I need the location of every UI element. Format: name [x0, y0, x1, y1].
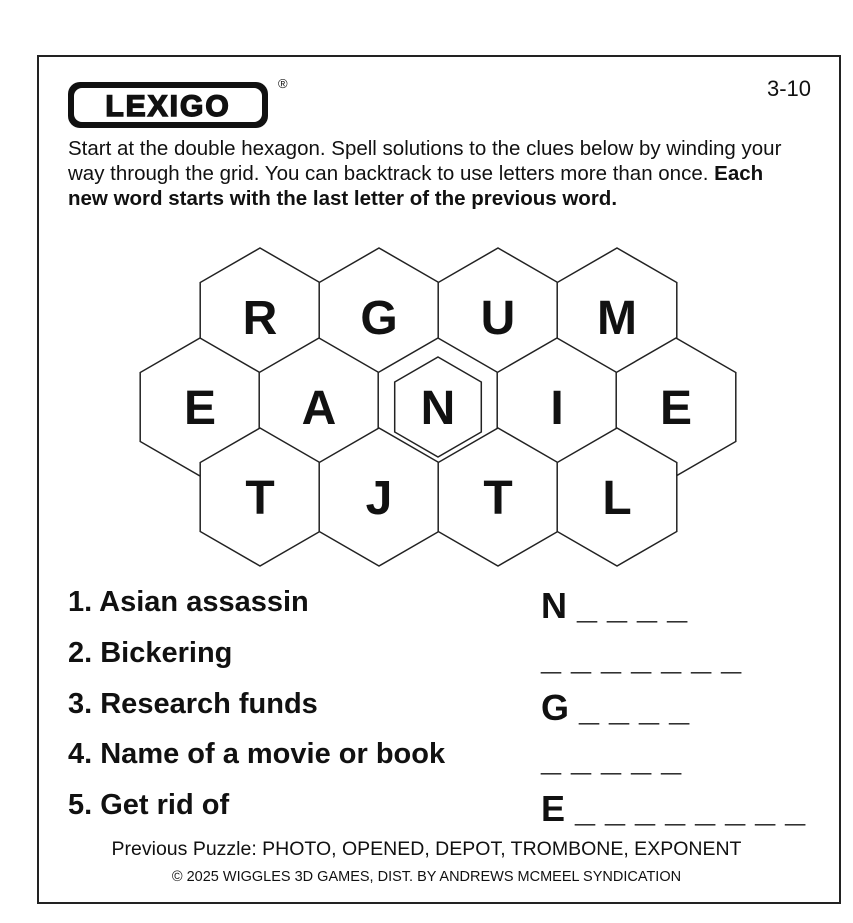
logo-text: LEXIGO [105, 90, 231, 123]
answer-2[interactable]: _ _ _ _ _ _ _ [541, 636, 742, 677]
hex-letter: R [242, 292, 278, 345]
lexigo-logo [66, 66, 296, 136]
hex-letter: T [483, 472, 513, 525]
answer-5[interactable]: E _ _ _ _ _ _ _ _ [541, 788, 806, 829]
answer-1[interactable]: N _ _ _ _ [541, 585, 688, 626]
clue-3: 3. Research funds [68, 688, 318, 720]
hex-letter: U [480, 292, 516, 345]
copyright: © 2025 WIGGLES 3D GAMES, DIST. BY ANDREWS MCMEEL SYNDICATION [171, 869, 682, 885]
clue-1: 1. Asian assassin [68, 586, 309, 618]
hex-letter: J [365, 472, 393, 525]
hex-letter: I [550, 382, 564, 435]
hex-letter: A [301, 382, 337, 435]
hex-letter: L [602, 472, 632, 525]
instructions-text: Start at the double hexagon. Spell solutions to the clues below by winding your way through the grid. You can backtrack to use letters more than once. [68, 137, 782, 185]
hex-letter: G [360, 292, 398, 345]
instructions-bold: Each new word starts with the last letter of the previous word. [68, 162, 764, 210]
puzzle-code: 3-10 [766, 76, 811, 101]
answer-3[interactable]: G _ _ _ _ [541, 687, 690, 728]
hex-letter: N [420, 382, 456, 435]
clue-4: 4. Name of a movie or book [68, 738, 446, 770]
clue-5: 5. Get rid of [68, 789, 230, 821]
previous-puzzle: Previous Puzzle: PHOTO, OPENED, DEPOT, TROMBONE, EXPONENT [111, 838, 742, 860]
hex-letter: E [659, 382, 693, 435]
hex-letter: M [597, 292, 637, 345]
registered-mark: ® [278, 76, 288, 91]
hex-letter: T [245, 472, 275, 525]
clue-2: 2. Bickering [68, 637, 233, 669]
hex-letter: E [183, 382, 217, 435]
answer-4[interactable]: _ _ _ _ _ [541, 737, 682, 778]
instructions [68, 136, 798, 211]
